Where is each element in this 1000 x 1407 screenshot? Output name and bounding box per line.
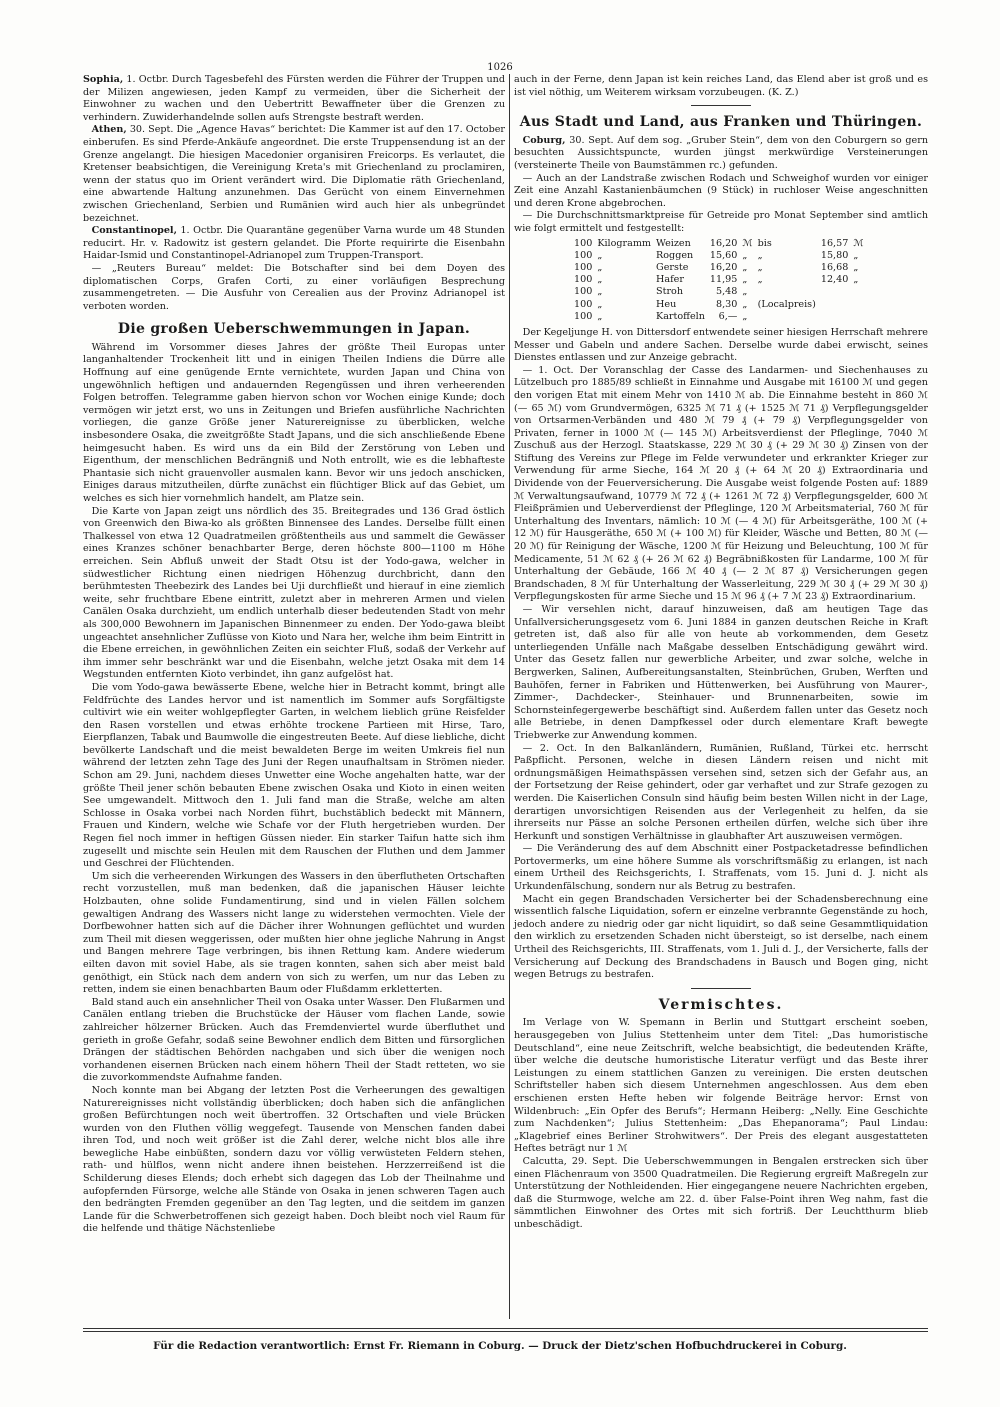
price-cell: „ [742, 310, 748, 322]
source-signature: (K. Z.) [768, 86, 799, 98]
price-cell: „ [597, 249, 603, 261]
price-cell: „ [742, 274, 748, 286]
dateline: Sophia, [83, 74, 124, 85]
price-cell: ℳ [742, 237, 753, 249]
price-cell: 100 [574, 274, 593, 286]
price-cell: „ [742, 286, 748, 298]
price-cell: „ [853, 249, 859, 261]
price-cell: „ [597, 261, 603, 273]
news-spemann: Im Verlage von W. Spemann in Berlin und Stuttgart erscheint soeben, herausgegeben von Julius Stettenheim unter dem Titel: „Das humoristische Deutschland“, eine neue Zeitschrift, welche beabsichtigt, die bedeutenden Kräfte, über welche die deutsche humoristische Literatur verfügt und das Beste ihrer Leistungen zu einem stattlichen Ganzen zu vereinigen. Die ersten deutschen Schriftsteller haben sich diesem Unternehmen angeschlossen. Aus dem eben erschienen ersten Hefte heben wir folgende Beiträge hervor: Ernst von Wildenbruch: „Ein Opfer des Berufs“; Hermann Heiberg: „Nelly. Eine Geschichte zum Nachdenken“; Julius Stettenheim: „Das Ehepanorama“; Paul Lindau: „Klagebrief eines Berliner Strohwitwers“. Der Preis des elegant ausgestatteten Heftes beträgt nur 1 ℳ [514, 1017, 928, 1155]
price-cell: 8,30 [716, 298, 738, 310]
price-cell: „ [597, 298, 603, 310]
price-cell [853, 311, 868, 323]
price-cell: ℳ [853, 237, 864, 249]
price-cell [758, 311, 821, 323]
misc-section-title: Vermischtes. [658, 996, 784, 1013]
news-kegeljunge: Der Kegeljunge H. von Dittersdorf entwendete seiner hiesigen Herrschaft mehrere Messer und Gabeln und andere Sachen. Derselbe wurde dabei erwischt, seines Dienstes entlassen und zur Anzeige gebracht. [514, 326, 928, 364]
news-text: 1. Octbr. Durch Tagesbefehl des Fürsten werden die Führer der Truppen und der Milizen angewiesen, jeden Kampf zu vermeiden, über die Sicherheit der Einwohner zu wachen und den Uebertritt Bewaffneter über die Grenzen zu verhindern. Zuwiderhandelnde sollen aufs Strengste bestraft werden. [83, 74, 505, 123]
article-paragraph: Die Karte von Japan zeigt uns nördlich des 35. Breitegrades und 136 Grad östlich von Greenwich den Biwa-ko als größten Binnensee des Landes. Derselbe füllt einen Thalkessel von etwa 12 Quadratmeilen größtentheils aus und sammelt die Gewässer eines Kranzes schöner benachbarter Berge, deren höchste 800—1100 m Höhe erreichen. Sein Abfluß unweit der Stadt Otsu ist der Yodo-gawa, welcher in südwestlicher Richtung einen niedrigen Höhenzug durchbricht, dann den berühmtesten Theebezirk des Landes bei Uji durchfließt und hierauf in eine ziemlich weite, sehr fruchtbare Ebene eintritt, zuletzt aber in mehreren Armen und vielen Canälen Osaka durchzieht, um endlich unterhalb dieser bedeutenden Stadt von mehr als 300,000 Bewohnern im Japanischen Binnenmeer zu enden. Der Yodo-gawa bleibt ungeachtet ansehnlicher Zuflüsse von Kioto und Nara her, welche ihm beim Eintritt in die Ebene erreichen, in gewöhnlichen Zeiten ein seichter Fluß, sodaß der Verkehr auf ihm immer sehr beschränkt war und die Eisenbahn, welche jetzt Osaka mit dem 14 Wegstunden entfernten Kioto verbindet, ihn ganz aufgelöst hat. [83, 505, 505, 681]
right-column [514, 74, 928, 1232]
article-continuation [514, 74, 928, 99]
news-budget: — 1. Oct. Der Voranschlag der Casse des Landarmen- und Siechenhauses zu Lützelbuch pro 1885/89 schließt in Einnahme und Ausgabe mit 16100 ℳ und gegen den vorigen Etat mit einem Mehr von 1410 ℳ ab. Die Einnahme besteht in 860 ℳ (— 65 ℳ) vom Grundvermögen, 6325 ℳ 71 ₰ (+ 1525 ℳ 71 ₰) Verpflegungsgelder von Ortsarmen-Verbänden und 480 ℳ 79 ₰ (+ 79 ₰) Verpflegungsgelder von Privaten, ferner in 1000 ℳ (— 145 ℳ) Arbeitsverdienst der Pfleglinge, 7040 ℳ Zuschuß aus der Herzogl. Staatskasse, 229 ℳ 30 ₰ (+ 29 ℳ 30 ₰) Zinsen von der Stiftung des Vereins zur Pflege im Felde verwundeter und erkrankter Krieger zur Verwendung für arme Sieche, 164 ℳ 20 ₰ (+ 64 ℳ 20 ₰) Extraordinaria und Dividende von der Feuerversicherung. Die Ausgabe weist folgende Posten auf: 1889 ℳ Verwaltungsaufwand, 10779 ℳ 72 ₰ (+ 1261 ℳ 72 ₰) Verpflegungsgelder, 600 ℳ Fleißprämien und Ueberverdienst der Pfleglinge, 120 ℳ Arbeitsmaterial, 760 ℳ für Unterhaltung des Inventars, nämlich: 10 ℳ (— 4 ℳ) für Arbeitsgeräthe, 100 ℳ (+ 12 ℳ) für Hausgeräthe, 650 ℳ (+ 100 ℳ) für Kleider, Wäsche und Betten, 80 ℳ (— 20 ℳ) für Reinigung der Wäsche, 1200 ℳ für Heizung und Beleuchtung, 100 ℳ für Medicamente, 51 ℳ 62 ₰ (+ 26 ℳ 62 ₰) Begräbnißkosten für Landarme, 100 ℳ für Unterhaltung der Gebäude, 166 ℳ 40 ₰ (— 2 ℳ 87 ₰) Versicherungen gegen Brandschaden, 8 ℳ für Unterhaltung der Wasserleitung, 229 ℳ 30 ₰ (+ 29 ℳ 30 ₰) Verpflegungskosten für arme Sieche und 15 ℳ 96 ₰ (+ 7 ℳ 23 ₰) Extraordinarium. [514, 364, 928, 603]
price-cell [821, 299, 853, 311]
price-row [574, 311, 869, 323]
section-rule [691, 105, 751, 106]
price-row [574, 286, 869, 298]
news-coburg [514, 135, 928, 173]
price-row [574, 262, 869, 274]
price-cell: Gerste [656, 261, 689, 273]
article-paragraph: Während im Vorsommer dieses Jahres der größte Theil Europas unter langanhaltender Trockenheit litt und in einigen Theilen Indiens die Dürre alle Hoffnung auf eine genügende Ernte vernichtete, wurden Japan und China von ungewöhnlich heftigen und andauernden Regengüssen und ihren verheerenden Folgen betroffen. Telegramme gaben hiervon schon vor Wochen einige Kunde; doch vermögen wir jetzt erst, wo uns in Zeitungen und Briefen ausführliche Nachrichten vorliegen, die ganze Größe jener Naturereignisse zu überblicken, welche insbesondere Osaka, die zweitgrößte Stadt Japans, und die sich anschließende Ebene heimgesucht haben. Es wird uns da ein Bild der Zerstörung von Leben und Eigenthum, der menschlichen Bedrängniß und Noth entrollt, wie es die lebhafteste Phantasie sich nicht grauenvoller ausmalen kann. Bevor wir uns jedoch anschicken, Einiges daraus mitzutheilen, dürfte zunächst ein flüchtiger Blick auf das Gebiet, um welches es sich hier vornehmlich handelt, am Platze sein. [83, 341, 505, 504]
price-cell: 5,48 [716, 286, 738, 298]
price-cell: Weizen [656, 237, 691, 249]
price-cell: Heu [656, 298, 677, 310]
price-cell: Stroh [656, 286, 684, 298]
price-cell: 16,20 [709, 237, 738, 249]
price-cell [853, 286, 868, 298]
news-athen [83, 124, 505, 225]
news-brandschaden: Macht ein gegen Brandschaden Versicherter bei der Schadensberechnung eine wissentlich falsche Liquidation, sofern er einzelne verbrannte Gegenstände zu hoch, jedoch andere zu niedrig oder gar nicht liquidirt, so daß seine Gesammtliquidation den wirklich zu ersetzenden Schaden nicht übersteigt, so ist derselbe, nach einem Urtheil des Reichsgerichts, III. Straffenats, vom 1. Juli d. J., der Versicherte, falls der Versicherung auf Deckung des Brandschadens in Bausch und Bogen ging, nicht wegen Betrugs zu bestrafen. [514, 893, 928, 981]
price-cell: 11,95 [709, 274, 738, 286]
article-paragraph: Bald stand auch ein ansehnlicher Theil von Osaka unter Wasser. Den Flußarmen und Canälen entlang trieben die Bruchstücke der Häuser vom flachen Lande, sowie zahlreicher hölzerner Brücken. Auch das Fremdenviertel wurde überfluthet und gerieth in große Gefahr, sodaß seine Bewohner endlich dem Bitten und fürsorglichen Drängen der städtischen Behörden nachgaben und sich über die wenigen noch vorhandenen eisernen Brücken nach einem höhern Theil der Stadt retteten, wo sie die zuvorkommendste Aufnahme fanden. [83, 996, 505, 1084]
price-cell: 16,57 [820, 237, 849, 249]
article-paragraph: Um sich die verheerenden Wirkungen des Wassers in den überflutheten Ortschaften recht vorzustellen, muß man bedenken, daß die japanischen Häuser leichte Holzbauten, ohne solide Fundamentirung, sind und in vielen Fällen solchem gewaltigen Andrang des Wassers nicht lange zu widerstehen vermochten. Viele der Dorfbewohner hatten sich auf die Dächer ihrer Wohnungen geflüchtet und wurden zum Theil mit diesen weggerissen, oder mußten hier ohne jegliche Nahrung in Angst und Bangen mehrere Tage verbringen, bis ihnen Rettung kam. Andere wiederum eilten davon mit soviel Habe, als sie tragen konnten, sahen sich aber meist bald genöthigt, ein Stück nach dem andern von sich zu werfen, um nur das Leben zu retten, indem sie einen benachbarten Baum oder Flußdamm erkletterten. [83, 870, 505, 996]
price-cell: Kartoffeln [656, 310, 705, 322]
news-rodach: — Auch an der Landstraße zwischen Rodach und Schweighof wurden vor einiger Zeit eine Anzahl Kastanienbäumchen (9 Stück) in ruchloser Weise angeschnitten und deren Krone abgebrochen. [514, 172, 928, 209]
price-cell: Hafer [656, 274, 684, 286]
price-cell: 16,20 [709, 261, 738, 273]
price-cell: „ [597, 286, 603, 298]
price-cell: 15,60 [709, 249, 738, 261]
price-cell: „ [742, 249, 748, 261]
news-text: 30. Sept. Auf dem sog. „Gruber Stein“, dem von den Coburgern so gern besuchten Aussichtspuncte, wurden jüngst merkwürdige Versteinerungen (versteinerte Theile von Baumstämmen rc.) gefunden. [514, 134, 928, 171]
dateline: Coburg, [522, 134, 566, 146]
grain-price-table [574, 238, 869, 323]
dateline: Athen, [91, 124, 127, 136]
footer-rule [83, 1328, 928, 1329]
price-cell: „ [853, 261, 859, 273]
section-rule [691, 988, 751, 989]
news-calcutta: Calcutta, 29. Sept. Die Ueberschwemmungen in Bengalen erstrecken sich über einen Flächenraum von 3500 Quadratmeilen. Die Regierung ergreift Maßregeln zur Unterstützung der Nothleidenden. Hier eingegangene neuere Nachrichten ergeben, daß die Sturmwoge, welche am 22. d. über False-Point ihren Weg nahm, fast die sämmtlichen Einwohner des Ortes mit sich fortriß. Der Leuchtthurm blieb unbeschädigt. [514, 1155, 928, 1230]
price-row [574, 299, 869, 311]
news-reuters [83, 263, 505, 313]
price-cell: 100 [574, 237, 593, 249]
article-paragraph: Die vom Yodo-gawa bewässerte Ebene, welche hier in Betracht kommt, bringt alle Feldfrüchte des Landes hervor und ist namentlich im Sommer aufs Sorgfältigste cultivirt wie ein weiter wohlgepflegter Garten, in welchem lieblich grüne Reisfelder den Rasen vorstellen und etwas erhöhte trockene Partieen mit Hirse, Taro, Eierpflanzen, Tabak und Baumwolle die eingestreuten Beete. Auf diese liebliche, dicht bevölkerte Landschaft und die meist bewaldeten Berge im weiten Umkreis fiel nun während der letzten zehn Tage des Juni der Regen unaufhaltsam in Strömen nieder. Schon am 29. Juni, nachdem dieses Unwetter eine Woche angehalten hatte, war der größte Theil jener schön bebauten Ebene zwischen Osaka und Kioto in einen weiten See umgewandelt. Mittwoch den 1. Juli fand man die Straße, welche am alten Schlosse in Osaka vorbei nach Norden führt, buchstäblich bedeckt mit Männern, Frauen und Kindern, welche wie Schafe vor der Fluth hergetrieben wurden. Der Regen fiel noch immer in heftigen Güssen nieder. Ein starker Taifun hatte sich ihm zugesellt und mischte sein Heulen mit dem Rauschen der Fluthen und dem Jammer und Geschrei der Flüchtenden. [83, 681, 505, 870]
continuation-text: auch in der Ferne, denn Japan ist kein reiches Land, das Elend aber ist groß und es ist viel nöthig, um Weiterem wirksam vorzubeugen. [514, 74, 928, 98]
price-cell: „ [742, 261, 748, 273]
price-row [574, 238, 869, 250]
news-prices-intro: — Die Durchschnittsmarktpreise für Getreide pro Monat September sind amtlich wie folgt ermittelt und festgestellt: [514, 210, 928, 234]
regional-section-title: Aus Stadt und Land, aus Franken und Thüringen. [519, 114, 923, 131]
left-column [83, 74, 505, 1236]
dateline: Constantinopel, [91, 225, 177, 237]
news-text: — „Reuters Bureau“ meldet: Die Botschafter sind bei dem Doyen des diplomatischen Corps, Grafen Corti, zu einer vorläufigen Besprechung zusammengetreten. — Die Ausfuhr von Cerealien aus der Provinz Adrianopel ist verboten worden. [83, 262, 505, 312]
price-cell [821, 311, 853, 323]
price-row [574, 274, 869, 286]
price-cell: „ [757, 249, 763, 261]
price-cell [758, 286, 821, 298]
price-cell: (Localpreis) [757, 298, 816, 310]
price-cell: 100 [574, 261, 593, 273]
price-cell: 100 [574, 286, 593, 298]
price-cell: 16,68 [820, 261, 849, 273]
imprint-footer: Für die Redaction verantwortlich: Ernst Fr. Riemann in Coburg. — Druck der Dietz'schen Hofbuchdruckerei in Coburg. [153, 1340, 847, 1352]
price-cell: „ [742, 298, 748, 310]
price-cell: 12,40 [820, 274, 849, 286]
news-passpflicht: — 2. Oct. In den Balkanländern, Rumänien, Rußland, Türkei etc. herrscht Paßpflicht. Personen, welche in diesen Ländern reisen und nicht mit ordnungsmäßigen Heimathspässen versehen sind, setzen sich der Gefahr aus, an der Fortsetzung der Reise gehindert, oder gar verhaftet und zur Strafe gezogen zu werden. Die Kaiserlichen Consuln sind häufig beim besten Willen nicht in der Lage, derartigen unvorsichtigen Reisenden aus der Verlegenheit zu helfen, da sie ihrerseits nur Pässe an solche Personen ertheilen dürfen, welche sich über ihre Herkunft und sonstigen Verhältnisse in glaubhafter Art auszuweisen vermögen. [514, 742, 928, 842]
price-cell: „ [853, 274, 859, 286]
article-paragraph: Noch konnte man bei Abgang der letzten Post die Verheerungen des gewaltigen Naturereignisses nicht vollständig überblicken; doch haben sich die anfänglichen großen Befürchtungen noch weit übertroffen. 32 Ortschaften und viele Brücken wurden von den Fluthen völlig weggefegt. Tausende von Menschen fanden dabei ihren Tod, und noch weit größer ist die Zahl derer, welche nicht blos alle ihre bewegliche Habe einbüßten, sondern dazu vor völlig verwüsteten Feldern stehen, rath- und hülflos, wenn nicht andere ihnen beistehen. Herzzerreißend ist die Schilderung dieses Elends; doch erhebt sich dagegen das Lob der Theilnahme und aufopfernden Fürsorge, welche alle Stände von Osaka in jenen schweren Tagen auch den bedrängten Fremden gegenüber an den Tag legten, und die seitdem im ganzen Lande für die Schwerbetroffenen sich gezeigt haben. Doch bleibt noch viel Raum für die helfende und thätige Nächstenliebe [83, 1084, 505, 1235]
price-cell: „ [597, 310, 603, 322]
page-number: 1026 [487, 62, 513, 73]
price-cell [853, 299, 868, 311]
price-cell: „ [757, 261, 763, 273]
price-cell: 100 [574, 310, 593, 322]
news-post: — Die Veränderung des auf dem Abschnitt einer Postpacketadresse befindlichen Portovermerks, um eine höhere Summe als vorschriftsmäßig zu erlangen, ist nach einem Urtheil des Reichsgerichts, I. Straffenats, vom 15. Juni d. J. nicht als Urkundenfälschung, sondern nur als Betrug zu bestrafen. [514, 843, 928, 893]
price-cell: 100 [574, 249, 593, 261]
price-row [574, 250, 869, 262]
price-cell: 100 [574, 298, 593, 310]
price-cell: 15,80 [820, 249, 849, 261]
news-constantinopel [83, 225, 505, 263]
footer-rule [83, 1331, 928, 1332]
news-unfallversicherung: — Wir versehlen nicht, darauf hinzuweisen, daß am heutigen Tage das Unfallversicherungsgesetz vom 6. Juni 1884 in ganzen deutschen Reiche in Kraft getreten ist, daß also für alle von heute ab vorkommenden, dem Gesetz unterliegenden Unfälle nach Maßgabe desselben Entschädigung gewährt wird. Unter das Gesetz fallen nur gewerbliche Arbeiter, und zwar solche, welche in Bergwerken, Salinen, Aufbereitungsanstalten, Steinbrüchen, Gruben, Werften und Bauhöfen, ferner in Fabriken und Hüttenwerken, bei Ausführung von Maurer-, Zimmer-, Dachdecker-, Steinhauer- und Brunnenarbeiten, sowie im Schornsteinfegergewerbe beschäftigt sind. Außerdem fallen unter das Gesetz noch alle Betriebe, in denen Dampfkessel oder durch elementare Kraft bewegte Triebwerke zur Anwendung kommen. [514, 604, 928, 741]
news-text: 30. Sept. Die „Agence Havas“ berichtet: Die Kammer ist auf den 17. October einberufen. Es sind Pferde-Ankäufe angeordnet. Die erste Truppensendung ist an der Grenze angelangt. Die hiesigen Macedonier organisiren Freicorps. Es verlautet, die Kretenser beabsichtigen, die Vereinigung Kreta's mit Griechenland zu proclamiren, wenn der status quo im Orient verändert wird. Die Diplomatie räth Griechenland, eine abwartende Haltung anzunehmen. Das Gerücht von einem Einvernehmen zwischen Griechenland, Serbien und Rumänien wird auch hier als unbegründet bezeichnet. [83, 124, 505, 224]
price-cell: bis [757, 237, 772, 249]
price-cell [821, 286, 853, 298]
news-text: 1. Octbr. Die Quarantäne gegenüber Varna wurde um 48 Stunden reducirt. Hr. v. Radowitz ist gestern gelandet. Die Pforte requirirte die Eisenbahn Haidar-Ismid und Constantinopel-Adrianopel zum Truppen-Transport. [83, 225, 505, 262]
article-title: Die großen Ueberschwemmungen in Japan. [117, 321, 471, 338]
price-cell: „ [597, 274, 603, 286]
price-cell: Kilogramm [597, 237, 652, 249]
price-cell: 6,— [718, 310, 738, 322]
column-divider [509, 74, 510, 1319]
news-sophia [83, 74, 505, 124]
price-cell: Roggen [656, 249, 694, 261]
price-cell: „ [757, 274, 763, 286]
